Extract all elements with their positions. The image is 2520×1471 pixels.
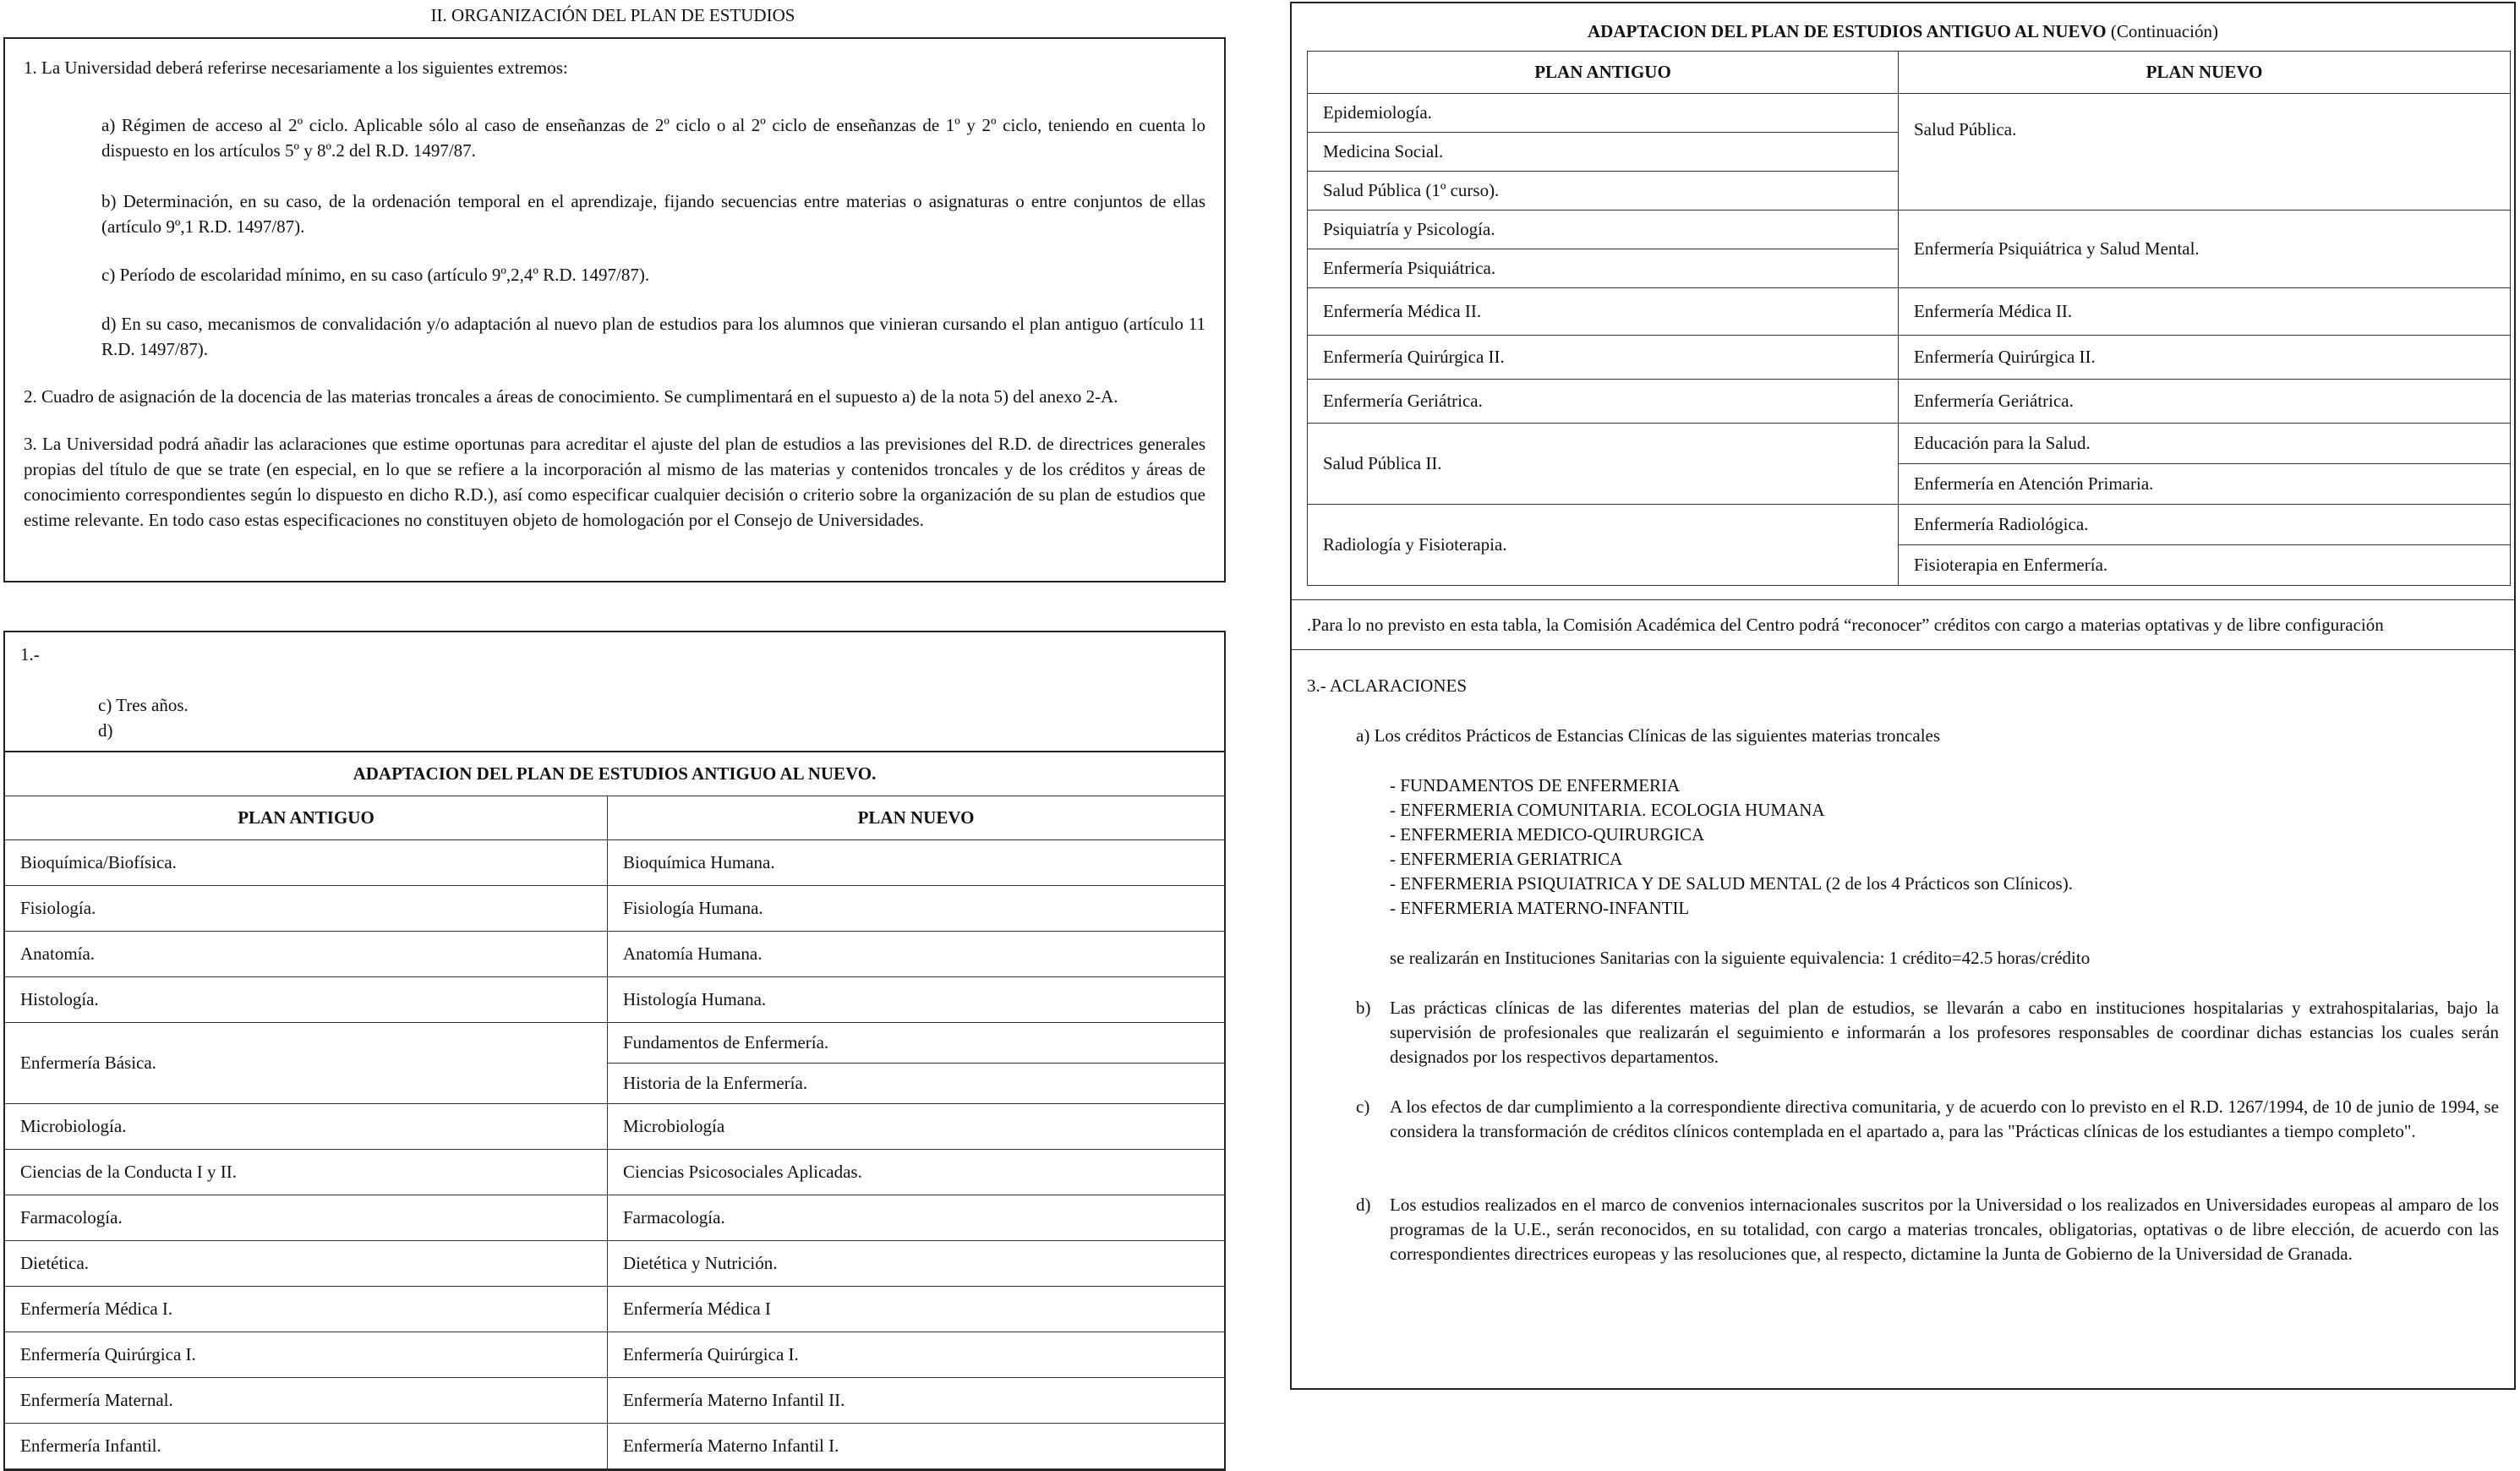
clarification-d-text: Los estudios realizados en el marco de convenios internacionales suscritos por la Universidad o los realizados en Universidades europeas al amparo de los programas de la U.E., serán reconocidos, en su totalidad, con cargo a materias troncales, obligatorias, optativas o de libre elección, de acuerdo con las correspondientes directrices europeas y las resoluciones que, al respecto, dictamine la Junta de Gobierno de la Universidad de Granada.	[1390, 1195, 2499, 1264]
cell-old: Ciencias de la Conducta I y II.	[5, 1149, 608, 1195]
cell-old: Bioquímica/Biofísica.	[5, 839, 608, 885]
cell-old: Fisiología.	[5, 885, 608, 931]
cell-old: Medicina Social.	[1308, 133, 1899, 172]
clarification-b	[1307, 996, 2499, 1069]
cell-new: Enfermería Quirúrgica II.	[1899, 336, 2511, 380]
adaptation-box-1	[3, 631, 1226, 1471]
cell-old: Anatomía.	[5, 931, 608, 976]
cell-old: Enfermería Psiquiátrica.	[1308, 249, 1899, 288]
cell-new: Histología Humana.	[608, 976, 1225, 1022]
cell-new: Enfermería Médica II.	[1899, 288, 2511, 336]
cell-old: Salud Pública (1º curso).	[1308, 172, 1899, 211]
cell-old: Enfermería Maternal.	[5, 1377, 608, 1423]
cell-new: Enfermería Quirúrgica I.	[608, 1332, 1225, 1377]
cell-old: Enfermería Quirúrgica II.	[1308, 336, 1899, 380]
cell-new: Fisioterapia en Enfermería.	[1899, 545, 2511, 586]
table-note	[1292, 599, 2514, 650]
page-header: II. ORGANIZACIÓN DEL PLAN DE ESTUDIOS	[430, 5, 795, 25]
clarification-c-label: c)	[1356, 1096, 1370, 1117]
clarifications-title: 3.- ACLARACIONES	[1307, 675, 1468, 696]
cell-old: Radiología y Fisioterapia.	[1308, 505, 1899, 586]
clarification-a-intro: a) Los créditos Prácticos de Estancias Clínicas de las siguientes materias troncales	[1356, 725, 1941, 746]
clarification-d-label: d)	[1356, 1195, 1371, 1215]
instructions-item-3: 3. La Universidad podrá añadir las aclaraciones que estime oportunas para acreditar el ajuste del plan de estudios a las previsiones del R.D. de directrices generales propias del título de que se trate (en especial, en lo que se refiere a la incorporación al mismo de las materias y contenidos troncales y de los créditos y áreas de conocimiento correspondientes según lo dispuesto en dicho R.D.), así como especificar cualquier decisión o criterio sobre la organización de su plan de estudios que estime relevante. En todo caso estas especificaciones no constituyen objeto de homologación por el Consejo de Universidades.	[24, 434, 1205, 530]
instructions-subitem-d: d) En su caso, mecanismos de convalidación y/o adaptación al nuevo plan de estudios para los alumnos que vinieran cursando el plan antiguo (artículo 11 R.D. 1497/87).	[101, 314, 1205, 359]
list-item: - ENFERMERIA COMUNITARIA. ECOLOGIA HUMANA	[1390, 800, 1825, 820]
cell-old: Dietética.	[5, 1240, 608, 1286]
clarification-b-text: Las prácticas clínicas de las diferentes materias del plan de estudios, se llevarán a cabo en instituciones hospitalarias y extrahospitalarias, bajo la supervisión de profesionales que realizarán el seguimiento e informarán a los profesores responsables de coordinar dichas estancias los cuales serán designados por los respectivos departamentos.	[1390, 998, 2499, 1067]
cell-new: Dietética y Nutrición.	[608, 1240, 1225, 1286]
table-title-continued	[1292, 3, 2514, 47]
cell-old: Enfermería Geriátrica.	[1308, 380, 1899, 424]
cell-new: Educación para la Salud.	[1899, 424, 2511, 464]
table-title-bold: ADAPTACION DEL PLAN DE ESTUDIOS ANTIGUO AL NUEVO	[1588, 21, 2107, 41]
cell-new: Bioquímica Humana.	[608, 839, 1225, 885]
instructions-item-2: 2. Cuadro de asignación de la docencia de las materias troncales a áreas de conocimiento. Se cumplimentará en el supuesto a) de la nota 5) del anexo 2-A.	[24, 386, 1118, 407]
cell-new: Historia de la Enfermería.	[608, 1063, 1225, 1103]
clarification-c-text: A los efectos de dar cumplimiento a la correspondiente directiva comunitaria, y de acuerdo con lo previsto en el R.D. 1267/1994, de 10 de junio de 1994, se considera la transformación de créditos clínicos contemplada en el apartado a, para las "Prácticas clínicas de los estudiantes a tiempo completo".	[1390, 1096, 2499, 1141]
cell-old: Enfermería Médica II.	[1308, 288, 1899, 336]
table-title-suffix: (Continuación)	[2110, 21, 2218, 41]
cell-new: Enfermería Materno Infantil II.	[608, 1377, 1225, 1423]
cell-new: Enfermería en Atención Primaria.	[1899, 464, 2511, 505]
cell-old: Histología.	[5, 976, 608, 1022]
list-item: - ENFERMERIA GERIATRICA	[1390, 849, 1623, 869]
cell-old: Epidemiología.	[1308, 94, 1899, 133]
adaptation-table-1	[5, 751, 1224, 1469]
cell-old: Farmacología.	[5, 1195, 608, 1240]
cell-old: Enfermería Infantil.	[5, 1423, 608, 1468]
cell-old: Enfermería Médica I.	[5, 1286, 608, 1332]
list-item: - ENFERMERIA MEDICO-QUIRURGICA	[1390, 824, 1705, 845]
clarification-d	[1307, 1193, 2499, 1266]
cell-old: Microbiología.	[5, 1103, 608, 1149]
list-item: - FUNDAMENTOS DE ENFERMERIA	[1390, 775, 1681, 796]
clarification-a-end: se realizarán en Instituciones Sanitarias con la siguiente equivalencia: 1 crédito=42.5 horas/crédito	[1390, 948, 2091, 968]
cell-new: Enfermería Geriátrica.	[1899, 380, 2511, 424]
instructions-subitem-b: b) Determinación, en su caso, de la ordenación temporal en el aprendizaje, fijando secuencias entre materias o asignaturas o entre conjuntos de ellas (artículo 9º,1 R.D. 1497/87).	[101, 191, 1205, 237]
cell-new: Enfermería Radiológica.	[1899, 505, 2511, 545]
column-header-new: PLAN NUEVO	[1899, 52, 2511, 94]
table-note-text: .Para lo no previsto en esta tabla, la Comisión Académica del Centro podrá “reconocer” créditos con cargo a materias optativas y de libre configuración	[1307, 615, 2384, 635]
adaptation-table-2	[1307, 51, 2511, 586]
cell-new: Ciencias Psicosociales Aplicadas.	[608, 1149, 1225, 1195]
cell-old: Enfermería Básica.	[5, 1022, 608, 1103]
list-item: - ENFERMERIA MATERNO-INFANTIL	[1390, 898, 1690, 918]
clarification-b-label: b)	[1356, 998, 1371, 1018]
instructions-subitem-a: a) Régimen de acceso al 2º ciclo. Aplicable sólo al caso de enseñanzas de 2º ciclo o al 2º ciclo de enseñanzas de 1º y 2º ciclo, teniendo en cuenta lo dispuesto en los artículos 5º y 8º.2 del R.D. 1497/87.	[101, 115, 1205, 161]
column-header-old: PLAN ANTIGUO	[5, 796, 608, 839]
instructions-subitem-c: c) Período de escolaridad mínimo, en su caso (artículo 9º,2,4º R.D. 1497/87).	[101, 265, 650, 285]
instructions-box	[3, 37, 1226, 582]
cell-new: Fisiología Humana.	[608, 885, 1225, 931]
cell-old: Salud Pública II.	[1308, 424, 1899, 505]
answer-item-1: 1.-	[20, 644, 40, 664]
clarification-a-list	[1307, 774, 2499, 921]
table-title: ADAPTACION DEL PLAN DE ESTUDIOS ANTIGUO AL NUEVO.	[5, 752, 1224, 796]
instructions-item-1: 1. La Universidad deberá referirse necesariamente a los siguientes extremos:	[24, 57, 568, 78]
column-header-new: PLAN NUEVO	[608, 796, 1225, 839]
cell-new: Enfermería Materno Infantil I.	[608, 1423, 1225, 1468]
cell-new: Enfermería Médica I	[608, 1286, 1225, 1332]
cell-new: Enfermería Psiquiátrica y Salud Mental.	[1899, 211, 2511, 288]
cell-new: Salud Pública.	[1899, 94, 2511, 211]
clarification-c	[1307, 1095, 2499, 1144]
cell-old: Enfermería Quirúrgica I.	[5, 1332, 608, 1377]
cell-new: Farmacología.	[608, 1195, 1225, 1240]
answer-item-c: c) Tres años.	[98, 695, 189, 715]
answer-section	[5, 632, 1224, 751]
cell-new: Fundamentos de Enfermería.	[608, 1022, 1225, 1063]
cell-new: Microbiología	[608, 1103, 1225, 1149]
list-item: - ENFERMERIA PSIQUIATRICA Y DE SALUD MENTAL (2 de los 4 Prácticos son Clínicos).	[1390, 873, 2073, 894]
clarifications-section	[1292, 650, 2514, 1266]
answer-item-d: d)	[98, 720, 113, 741]
column-header-old: PLAN ANTIGUO	[1308, 52, 1899, 94]
adaptation-box-continued	[1290, 2, 2516, 1390]
cell-old: Psiquiatría y Psicología.	[1308, 211, 1899, 249]
instructions-subitems	[24, 79, 1205, 362]
cell-new: Anatomía Humana.	[608, 931, 1225, 976]
